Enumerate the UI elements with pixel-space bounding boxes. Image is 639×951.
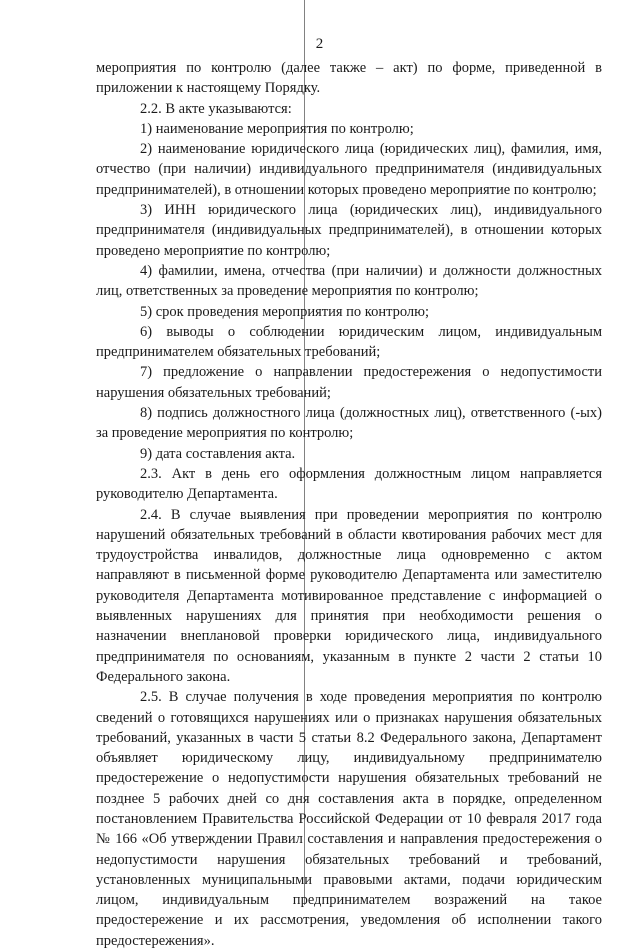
list-item-4: 4) фамилии, имена, отчества (при наличии) и должности должностных лиц, ответственных за проведение мероприятия по контролю; xyxy=(96,262,602,300)
paragraph-2-2: 2.2. В акте указываются: xyxy=(140,100,292,117)
list-item-6: 6) выводы о соблюдении юридическим лицом, индивидуальным предпринимателем обязательных требований; xyxy=(96,323,602,361)
list-item-2: 2) наименование юридического лица (юридических лиц), фамилия, имя, отчество (при наличии) индивидуального предпринимателя (индивидуальных предпринимателей), в отношении которых проведено мероприятие по контролю; xyxy=(96,141,602,198)
list-item-8: 8) подпись должностного лица (должностных лиц), ответственного (-ых) за проведение мероприятия по контролю; xyxy=(96,405,602,442)
paragraph-continuation: мероприятия по контролю (далее также – акт) по форме, приведенной в приложении к настоящему Порядку. xyxy=(96,60,602,97)
list-item-3: 3) ИНН юридического лица (юридических лиц), индивидуального предпринимателя (индивидуальных предпринимателей), в отношении которых проведено мероприятие по контролю; xyxy=(96,202,602,259)
list-item-9: 9) дата составления акта. xyxy=(140,445,296,462)
paragraph-2-3: 2.3. Акт в день его оформления должностным лицом направляется руководителю Департамента. xyxy=(96,465,602,503)
list-item-7: 7) предложение о направлении предостережения о недопустимости нарушения обязательных требований; xyxy=(96,364,602,401)
page-number: 2 xyxy=(315,36,324,52)
paragraph-2-5: 2.5. В случае получения в ходе проведения мероприятия по контролю сведений о готовящихся нарушениях или о признаках нарушения обязательных требований, указанных в части 5 статьи 8.2 Федерального закона, Департамент объявляет юридическому лицу, индивидуальному предпринимателю предостережение о недопустимости нарушения обязательных требований не позднее 5 рабочих дней со дня составления акта в порядке, определенном постановлением Правительства Российской Федерации от 10 февраля 2017 года № 166 «Об утверждении Правил составления и направления предостережения о недопустимости нарушения обязательных требований и требований, установленных муниципальными правовыми актами, подачи юридическим лицом, индивидуальным предпринимателем возражений на такое предостережение и их рассмотрения, уведомления об исполнении такого предостережения». xyxy=(96,689,602,949)
document-body xyxy=(96,58,602,951)
paragraph-2-4: 2.4. В случае выявления при проведении мероприятия по контролю нарушений обязательных требований в области квотирования рабочих мест для трудоустройства инвалидов, должностные лица одновременно с актом направляют в письменной форме руководителю Департамента или заместителю руководителя Департамента мотивированное представление с информацией о выявленных нарушениях для принятия при необходимости решения о назначении внеплановой проверки юридического лица, индивидуального предпринимателя по основаниям, указанным в пункте 2 части 2 статьи 10 Федерального закона. xyxy=(96,506,602,685)
list-item-1: 1) наименование мероприятия по контролю; xyxy=(140,120,414,137)
list-item-5: 5) срок проведения мероприятия по контролю; xyxy=(140,303,430,320)
